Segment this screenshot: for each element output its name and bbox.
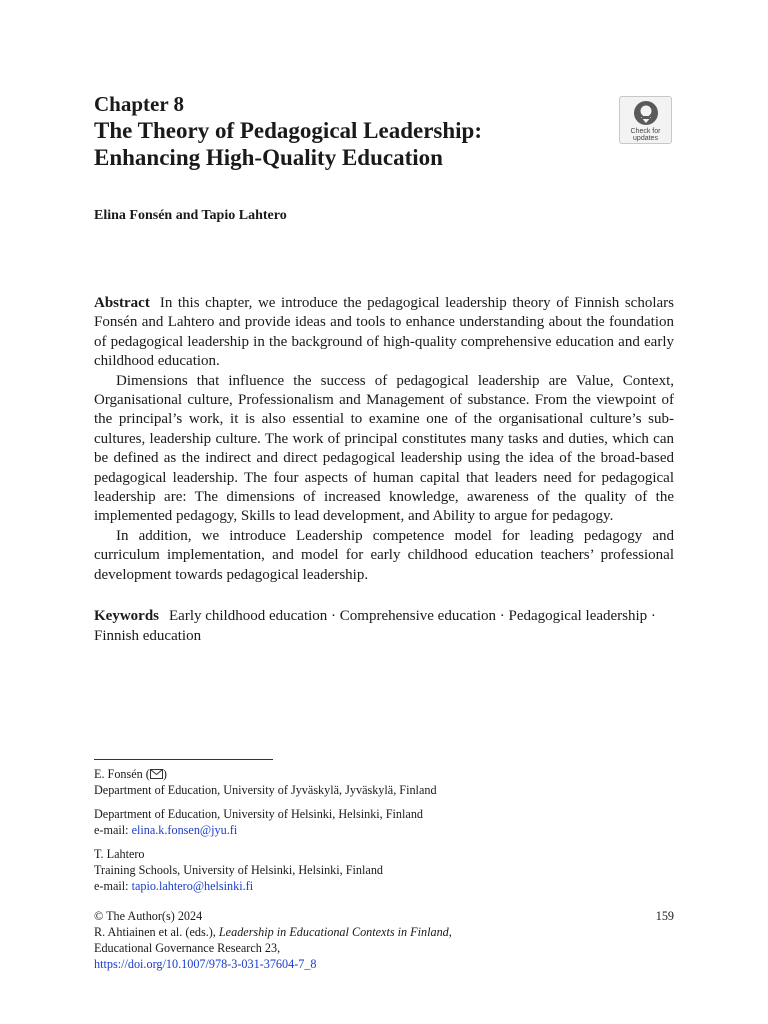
keywords-label: Keywords	[94, 608, 159, 624]
abstract-p1-text: In this chapter, we introduce the pedagogical leadership theory of Finnish scholars Fonsén and Lahtero and provide ideas and tools to enhance understanding about the foundation of pedagogical leadership in the background of high-quality comprehensive education and early childhood education.	[94, 295, 674, 370]
abstract-paragraph-1	[94, 294, 674, 372]
author2-name: T. Lahtero	[94, 847, 145, 861]
author1-affiliation2: Department of Education, University of Helsinki, Helsinki, Finland	[94, 807, 424, 821]
author2-affiliation-text: Training Schools, University of Helsinki, Helsinki, Finland	[94, 863, 384, 877]
author-affiliations	[94, 766, 674, 902]
doi-link[interactable]: https://doi.org/10.1007/978-3-031-37604-7_8	[94, 957, 317, 971]
author2-affiliation	[94, 846, 674, 894]
abstract-paragraph-3: In addition, we introduce Leadership competence model for leading pedagogy and curriculum implementation, and model for early childhood education teachers’ professional development towards pedagogical leadership.	[94, 527, 674, 583]
author2-email-link[interactable]: tapio.lahtero@helsinki.fi	[131, 879, 254, 893]
keywords-text: Early childhood education · Comprehensive education · Pedagogical leadership · Finnish education	[94, 608, 656, 644]
chapter-title	[94, 117, 594, 171]
page-number: 159	[655, 909, 674, 923]
check-for-updates-badge[interactable]	[619, 96, 672, 144]
author1-email-link[interactable]: elina.k.fonsen@jyu.fi	[131, 823, 238, 837]
badge-line1: Check for	[630, 128, 661, 135]
author1-second-affiliation	[94, 806, 674, 838]
author1-name: E. Fonsén (	[94, 767, 150, 781]
badge-line2: updates	[633, 135, 658, 142]
publication-info	[94, 908, 674, 972]
abstract-paragraph-2: Dimensions that influence the success of pedagogical leadership are Value, Context, Organisational culture, Professionalism and Management of substance. From the viewpoint of the principal’s work, it is also essential to examine one of the organisational culture’s sub-cultures, leadership culture. The work of principal constitutes many tasks and duties, which can be defined as the indirect and direct pedagogical leadership using the idea of the broad-based pedagogical leadership. The four aspects of human capital that leaders need for pedagogical leadership are: The dimensions of increased knowledge, awareness of the quality of the implemented pedagogy, Skills to lead development, and Ability to argue for pedagogy.	[94, 372, 674, 525]
chapter-title-line2: Enhancing High-Quality Education	[94, 145, 443, 170]
keywords	[94, 607, 674, 646]
book-title-suffix: ,	[448, 925, 452, 939]
author-list: Elina Fonsén and Tapio Lahtero	[94, 208, 287, 223]
crossmark-icon	[633, 100, 659, 126]
footnote-divider	[94, 759, 273, 760]
author1-affiliation1: Department of Education, University of Jyväskylä, Jyväskylä, Finland	[94, 783, 437, 797]
abstract-label: Abstract	[94, 295, 150, 311]
editors-text: R. Ahtiainen et al. (eds.),	[94, 925, 219, 939]
copyright-line: © The Author(s) 2024	[94, 909, 203, 923]
paper-page	[94, 0, 674, 1024]
chapter-title-line1: The Theory of Pedagogical Leadership:	[94, 118, 483, 143]
author1-name-close: )	[162, 767, 167, 781]
chapter-label: Chapter 8	[94, 92, 185, 116]
envelope-icon[interactable]	[150, 769, 163, 779]
book-title: Leadership in Educational Contexts in Finland	[218, 925, 449, 939]
series-line: Educational Governance Research 23,	[94, 941, 281, 955]
author2-email-label: e-mail:	[94, 879, 132, 893]
author1-email-label: e-mail:	[94, 823, 132, 837]
author1-affiliation	[94, 766, 674, 798]
abstract	[94, 294, 674, 585]
